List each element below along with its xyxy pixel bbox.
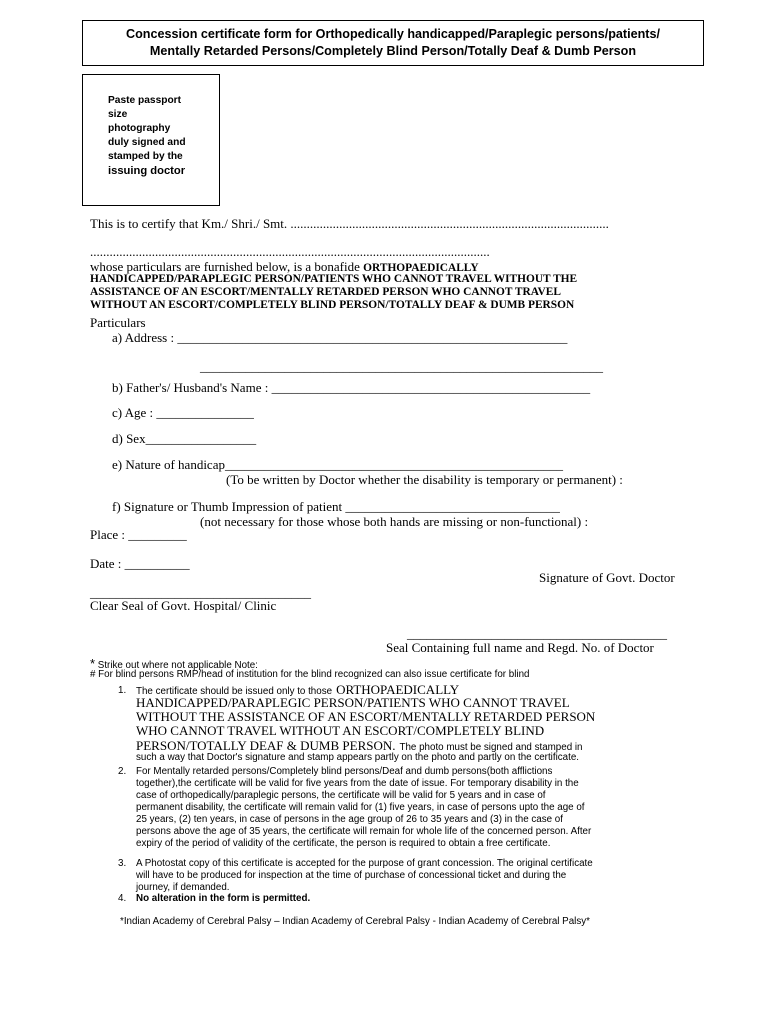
note-2-line: persons above the age of 35 years, the certificate will remain for whole life of the concerned person. After <box>136 826 592 837</box>
note-1-line-1: The certificate should be issued only to those ORTHOPAEDICALLY <box>136 682 460 697</box>
handicap-note: (To be written by Doctor whether the disability is temporary or permanent) : <box>226 472 623 487</box>
hospital-seal-label: Clear Seal of Govt. Hospital/ Clinic <box>90 598 277 613</box>
note-3-line: A Photostat copy of this certificate is accepted for the purpose of grant concession. The original certificate <box>136 858 593 869</box>
note-3-line: will have to be produced for inspection at the time of purchase of concessional ticket and during the <box>136 870 567 881</box>
photo-instruction-line: stamped by the <box>108 151 183 162</box>
note-1-line-5: PERSON/TOTALLY DEAF & DUMB PERSON. The photo must be signed and stamped in <box>136 738 583 753</box>
photo-instruction-line: size <box>108 109 128 120</box>
note-2-line: case of orthopedically/paraplegic persons, the certificate will be valid for 5 years and in case of <box>136 790 546 801</box>
form-title-line-2: Mentally Retarded Persons/Completely Blind Person/Totally Deaf & Dumb Person <box>149 44 637 58</box>
father-husband-name-field[interactable]: b) Father's/ Husband's Name : _________________________________________________ <box>112 380 591 395</box>
date-field[interactable]: Date : __________ <box>90 556 190 571</box>
note-2-line: 25 years, (2) ten years, in case of persons in the age group of 26 to 35 years and (3) in the case of <box>136 814 563 825</box>
note-number: 1. <box>118 685 127 696</box>
doctor-seal-line[interactable]: ________________________________________ <box>407 626 667 641</box>
note-2-line: together),the certificate will be valid for five years from the date of issue. For temporary disability in the <box>136 778 579 789</box>
form-title-box <box>82 20 704 66</box>
note-1-line-6: such a way that Doctor's signature and stamp appears partly on the photo and partly on the certificate. <box>136 752 579 763</box>
address-field[interactable]: a) Address : ____________________________________________________________ <box>112 330 568 345</box>
note-number: 4. <box>118 893 127 904</box>
certify-name-line[interactable]: This is to certify that Km./ Shri./ Smt. .................................................................................................. <box>90 216 609 231</box>
note-number: 2. <box>118 766 127 777</box>
sex-field[interactable]: d) Sex_________________ <box>112 431 257 446</box>
note-2-line: permanent disability, the certificate will remain valid for (1) five years, in case of persons upto the age of <box>136 802 585 813</box>
certify-bold-1: ORTHOPAEDICALLY <box>363 262 479 274</box>
nature-of-handicap-field[interactable]: e) Nature of handicap____________________________________________________ <box>112 457 563 472</box>
passport-photo-box[interactable] <box>82 74 220 206</box>
particulars-heading: Particulars <box>90 315 146 330</box>
form-title-line-1: Concession certificate form for Orthopedically handicapped/Paraplegic persons/patients/ <box>126 27 660 41</box>
certify-bold-2: HANDICAPPED/PARAPLEGIC PERSON/PATIENTS WHO CANNOT TRAVEL WITHOUT THE <box>90 273 578 285</box>
photo-instruction-line: Paste passport <box>108 95 182 106</box>
note-1-line-4: WHO CANNOT TRAVEL WITHOUT AN ESCORT/COMPLETELY BLIND <box>136 723 545 738</box>
address-continuation-field[interactable]: ______________________________________________________________ <box>200 359 603 374</box>
certify-bold-3: ASSISTANCE OF AN ESCORT/MENTALLY RETARDED PERSON WHO CANNOT TRAVEL <box>90 286 561 298</box>
photo-instruction-line: duly signed and <box>108 137 186 148</box>
note-2-line: expiry of the period of validity of the certificate, the person is required to obtain a free certificate. <box>136 838 551 849</box>
place-field[interactable]: Place : _________ <box>90 527 187 542</box>
certify-bold-4: WITHOUT AN ESCORT/COMPLETELY BLIND PERSON/TOTALLY DEAF & DUMB PERSON <box>90 299 575 311</box>
govt-doctor-signature-label: Signature of Govt. Doctor <box>539 570 675 585</box>
note-4-text: No alteration in the form is permitted. <box>136 893 311 904</box>
blind-persons-note: # For blind persons RMP/head of institution for the blind recognized can also issue certificate for blind <box>90 669 530 680</box>
signature-note: (not necessary for those whose both hands are missing or non-functional) : <box>200 514 589 529</box>
asterisk-icon: * <box>90 656 96 671</box>
hospital-seal-line[interactable]: __________________________________ <box>90 585 311 600</box>
age-field[interactable]: c) Age : _______________ <box>112 405 254 420</box>
note-1-line-3: WITHOUT THE ASSISTANCE OF AN ESCORT/MENTALLY RETARDED PERSON <box>136 709 596 724</box>
note-2-line: For Mentally retarded persons/Completely blind persons/Deaf and dumb persons(both afflictions <box>136 766 553 777</box>
note-3-line: journey, if demanded. <box>136 882 230 893</box>
academy-footer: *Indian Academy of Cerebral Palsy – Indian Academy of Cerebral Palsy - Indian Academy of Cerebral Palsy* <box>120 916 590 927</box>
certify-dotted-line[interactable]: ........................................................................................................................... <box>90 244 490 259</box>
strike-out-note: * Strike out where not applicable Note: <box>90 656 258 671</box>
patient-signature-field[interactable]: f) Signature or Thumb Impression of patient _________________________________ <box>112 499 560 514</box>
photo-instruction-line: issuing doctor <box>108 165 186 177</box>
note-1-line-2: HANDICAPPED/PARAPLEGIC PERSON/PATIENTS WHO CANNOT TRAVEL <box>136 695 570 710</box>
doctor-seal-label: Seal Containing full name and Regd. No. of Doctor <box>386 640 654 655</box>
note-number: 3. <box>118 858 127 869</box>
certify-whose-text: whose particulars are furnished below, is a bonafide <box>90 259 360 274</box>
photo-instruction-line: photography <box>108 123 171 134</box>
